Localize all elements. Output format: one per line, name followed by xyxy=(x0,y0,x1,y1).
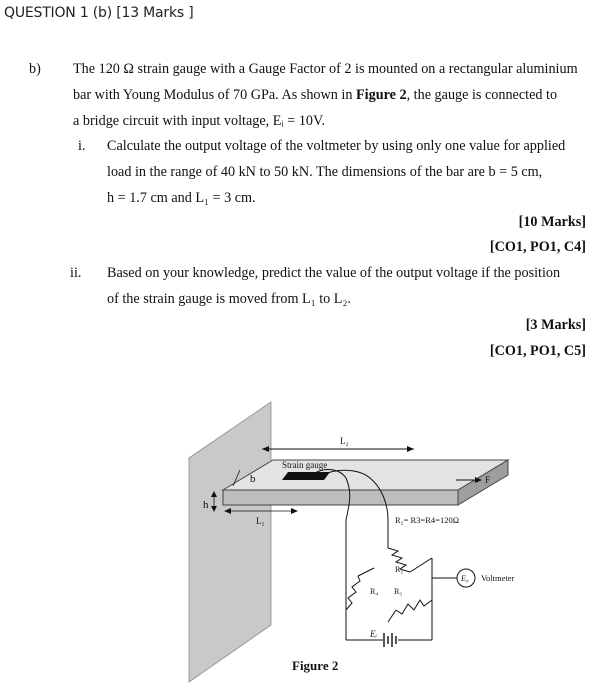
sub-ii-line-2: of the strain gauge is moved from L₁ to L₂. xyxy=(107,291,351,307)
sub-ii-outcomes: [CO1, PO1, C5] xyxy=(489,343,586,359)
part-label: b) xyxy=(29,61,41,77)
l2-arrowhead-right xyxy=(407,446,414,452)
figure-caption: Figure 2 xyxy=(292,658,339,673)
label-b: b xyxy=(250,473,256,485)
sub-i-line-2: load in the range of 40 kN to 50 kN. The dimensions of the bar are b = 5 cm, xyxy=(107,164,543,180)
label-Ei: Eᵢ xyxy=(370,629,377,639)
figure-reference: Figure 2 xyxy=(356,87,407,103)
label-R4: R₄ xyxy=(370,587,379,596)
label-h: h xyxy=(203,499,209,511)
label-voltmeter: Voltmeter xyxy=(481,573,515,583)
left-node-wire xyxy=(358,568,374,576)
label-Eo: E₀ xyxy=(461,574,469,583)
sub-i-line-1: Calculate the output voltage of the voltmeter by using only one value for applied xyxy=(107,138,566,154)
sub-ii-label: ii. xyxy=(70,265,82,281)
label-L2: L₂ xyxy=(340,436,349,446)
resistor-r4 xyxy=(346,576,360,610)
resistor-r3 xyxy=(396,600,432,614)
sub-ii-marks: [3 Marks] xyxy=(525,317,586,333)
sub-ii-line-1: Based on your knowledge, predict the value of the output voltage if the position xyxy=(107,265,561,281)
label-strain-gauge: Strain gauge xyxy=(282,460,328,470)
intro-line-3: a bridge circuit with input voltage, Eᵢ = 10V. xyxy=(73,113,325,129)
label-F: F xyxy=(485,475,491,485)
r3-lead xyxy=(388,610,396,622)
label-R2: R₂ xyxy=(395,565,404,574)
intro-line-2-a: bar with Young Modulus of 70 GPa. As shown in xyxy=(73,87,356,103)
right-node-wire xyxy=(410,558,432,572)
sub-i-label: i. xyxy=(78,138,86,154)
sub-i-outcomes: [CO1, PO1, C4] xyxy=(489,239,586,255)
l1-arrowhead-right xyxy=(291,508,298,514)
sub-i-line-3: h = 1.7 cm and L₁ = 3 cm. xyxy=(107,190,256,206)
label-R3: R₃ xyxy=(394,587,403,596)
question-header: QUESTION 1 (b) [13 Marks ] xyxy=(4,5,194,21)
sub-i-marks: [10 Marks] xyxy=(518,214,586,230)
label-L1: L₁ xyxy=(256,516,265,526)
intro-line-2-b: , the gauge is connected to xyxy=(406,87,558,103)
label-resistor-values: R₂= R3=R4=120Ω xyxy=(395,515,460,525)
strain-gauge-element xyxy=(282,472,330,480)
intro-line-1: The 120 Ω strain gauge with a Gauge Factor of 2 is mounted on a rectangular aluminium xyxy=(73,61,578,77)
bar-front-face xyxy=(223,490,458,505)
fixed-wall xyxy=(189,402,271,682)
